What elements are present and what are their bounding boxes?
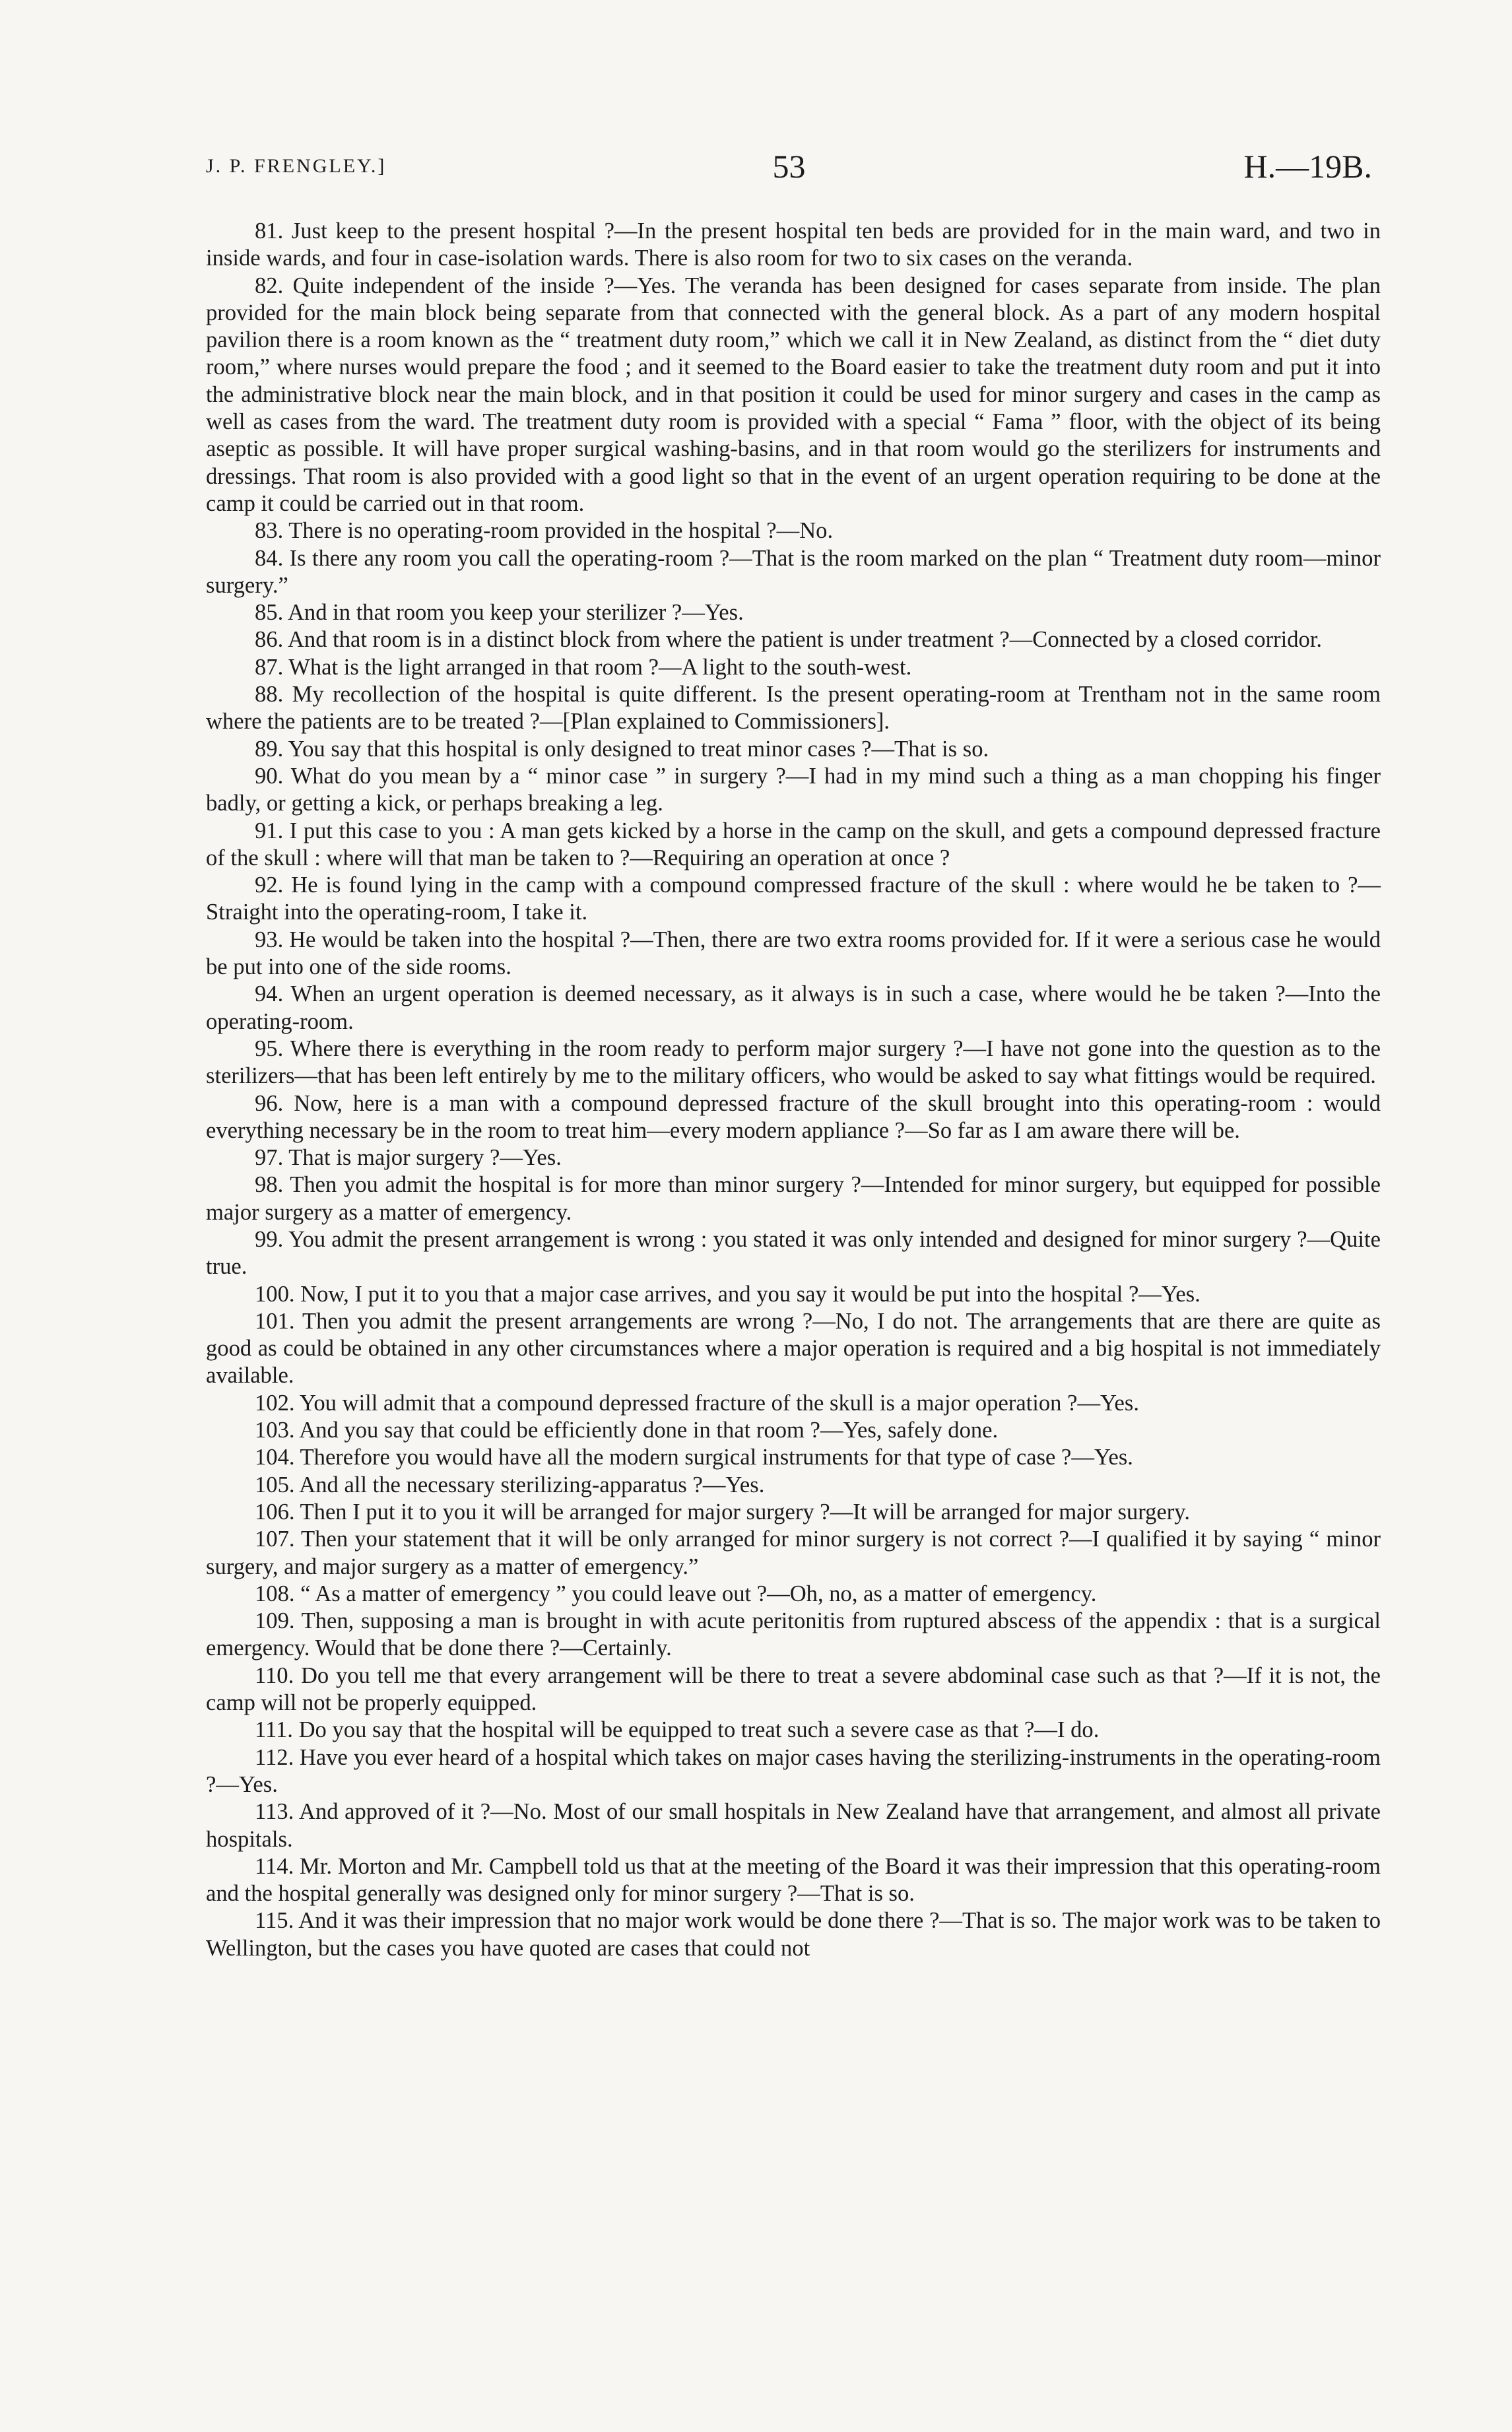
paragraph-110: 110. Do you tell me that every arrangement will be there to treat a severe abdominal case such as that ?—If it is not, the camp will not be properly equipped. — [206, 1662, 1381, 1716]
paragraph-87: 87. What is the light arranged in that room ?—A light to the south-west. — [255, 654, 912, 680]
document-reference: H.—19B. — [1243, 148, 1372, 185]
paragraph-109: 109. Then, supposing a man is brought in with acute peritonitis from ruptured abscess of the appendix : that is a surgical emergency. Would that be done there ?—Certainly. — [206, 1608, 1381, 1661]
paragraph-112: 112. Have you ever heard of a hospital which takes on major cases having the sterilizing-instruments in the operating-room ?—Yes. — [206, 1744, 1381, 1797]
paragraph-91: 91. I put this case to you : A man gets kicked by a horse in the camp on the skull, and gets a compound depressed fracture of the skull : where will that man be taken to ?—Requiring an operation at once ? — [206, 818, 1381, 871]
paragraph-113: 113. And approved of it ?—No. Most of our small hospitals in New Zealand have that arrangement, and almost all private hospitals. — [206, 1799, 1381, 1852]
paragraph-89: 89. You say that this hospital is only designed to treat minor cases ?—That is so. — [255, 736, 989, 762]
paragraph-102: 102. You will admit that a compound depressed fracture of the skull is a major operation ?—Yes. — [255, 1390, 1139, 1416]
paragraph-101: 101. Then you admit the present arrangements are wrong ?—No, I do not. The arrangements that are there are quite as good as could be obtained in any other circumstances where a major operation is required and a big hospital is not immediately available. — [206, 1308, 1381, 1389]
paragraph-84: 84. Is there any room you call the operating-room ?—That is the room marked on the plan “ Treatment duty room—minor surgery.” — [206, 545, 1381, 598]
page-header — [206, 135, 1372, 188]
paragraph-94: 94. When an urgent operation is deemed necessary, as it always is in such a case, where would he be taken ?—Into the operating-room. — [206, 981, 1381, 1034]
paragraph-81: 81. Just keep to the present hospital ?—In the present hospital ten beds are provided for in the main ward, and two in inside wards, and four in case-isolation wards. There is also room for two to six cases on the veranda. — [206, 218, 1381, 271]
paragraph-106: 106. Then I put it to you it will be arranged for major surgery ?—It will be arranged for major surgery. — [255, 1499, 1190, 1525]
paragraph-104: 104. Therefore you would have all the modern surgical instruments for that type of case ?—Yes. — [255, 1445, 1133, 1470]
document-body — [206, 218, 1381, 1962]
paragraph-103: 103. And you say that could be efficiently done in that room ?—Yes, safely done. — [255, 1418, 999, 1443]
paragraph-83: 83. There is no operating-room provided in the hospital ?—No. — [255, 518, 834, 544]
paragraph-86: 86. And that room is in a distinct block from where the patient is under treatment ?—Connected by a closed corridor. — [255, 627, 1323, 653]
paragraph-98: 98. Then you admit the hospital is for more than minor surgery ?—Intended for minor surgery, but equipped for possible major surgery as a matter of emergency. — [206, 1172, 1381, 1225]
paragraph-99: 99. You admit the present arrangement is wrong : you stated it was only intended and designed for minor surgery ?—Quite true. — [206, 1226, 1381, 1280]
paragraph-90: 90. What do you mean by a “ minor case ” in surgery ?—I had in my mind such a thing as a man chopping his finger badly, or getting a kick, or perhaps breaking a leg. — [206, 763, 1381, 816]
paragraph-114: 114. Mr. Morton and Mr. Campbell told us that at the meeting of the Board it was their impression that this operating-room and the hospital generally was designed only for minor surgery ?—That is so. — [206, 1853, 1381, 1907]
paragraph-85: 85. And in that room you keep your sterilizer ?—Yes. — [255, 600, 744, 626]
witness-name: J. P. FRENGLEY.] — [206, 155, 387, 177]
paragraph-115: 115. And it was their impression that no major work would be done there ?—That is so. The major work was to be taken to Wellington, but the cases you have quoted are cases that could not — [206, 1908, 1381, 1961]
paragraph-97: 97. That is major surgery ?—Yes. — [255, 1145, 562, 1171]
paragraph-93: 93. He would be taken into the hospital ?—Then, there are two extra rooms provided for. If it were a serious case he would be put into one of the side rooms. — [206, 927, 1381, 980]
page-number: 53 — [772, 148, 806, 185]
paragraph-92: 92. He is found lying in the camp with a compound compressed fracture of the skull : where would he be taken to ?—Straight into the operating-room, I take it. — [206, 872, 1381, 925]
paragraph-96: 96. Now, here is a man with a compound depressed fracture of the skull brought into this operating-room : would everything necessary be in the room to treat him—every modern appliance ?—So far as I am aware there will be. — [206, 1090, 1381, 1143]
paragraph-100: 100. Now, I put it to you that a major case arrives, and you say it would be put into the hospital ?—Yes. — [255, 1281, 1200, 1307]
paragraph-111: 111. Do you say that the hospital will be equipped to treat such a severe case as that ?—I do. — [255, 1717, 1100, 1743]
paragraph-82: 82. Quite independent of the inside ?—Yes. The veranda has been designed for cases separate from inside. The plan provided for the main block being separate from that connected with the general block. As a part of any modern hospital pavilion there is a room known as the “ treatment duty room,” which we call it in New Zealand, as distinct from the “ diet duty room,” where nurses would prepare the food ; and it seemed to the Board easier to take the treatment duty room and put it into the administrative block near the main block, and in that position it could be used for minor surgery and cases in the camp as well as cases from the ward. The treatment duty room is provided with a special “ Fama ” floor, with the object of its being aseptic as possible. It will have proper surgical washing-basins, and in that room would go the sterilizers for instruments and dressings. That room is also provided with a good light so that in the event of an urgent operation requiring to be done at the camp it could be carried out in that room. — [206, 273, 1381, 516]
paragraph-88: 88. My recollection of the hospital is quite different. Is the present operating-room at Trentham not in the same room where the patients are to be treated ?—[Plan explained to Commissioners]. — [206, 682, 1381, 735]
paragraph-95: 95. Where there is everything in the room ready to perform major surgery ?—I have not gone into the question as to the sterilizers—that has been left entirely by me to the military officers, who would be asked to say what fittings would be required. — [206, 1035, 1381, 1089]
paragraph-105: 105. And all the necessary sterilizing-apparatus ?—Yes. — [255, 1472, 765, 1497]
paragraph-107: 107. Then your statement that it will be only arranged for minor surgery is not correct ?—I qualified it by saying “ minor surgery, and major surgery as a matter of emergency.” — [206, 1527, 1381, 1579]
paragraph-108: 108. “ As a matter of emergency ” you could leave out ?—Oh, no, as a matter of emergency. — [255, 1581, 1097, 1606]
